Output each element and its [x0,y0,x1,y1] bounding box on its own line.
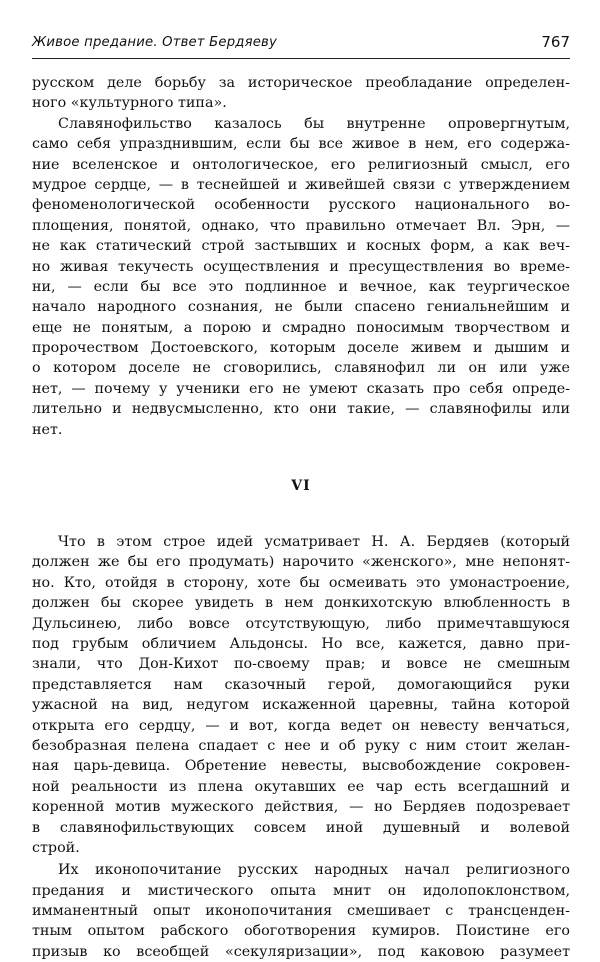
text-line: но живая текучесть осуществления и пресуществления во време- [32,258,570,275]
text-line: нет. [32,421,63,438]
page-number: 767 [541,33,570,51]
text-line: феноменологической особенности русского национального во- [32,197,570,214]
running-title: Живое предание. Ответ Бердяеву [32,35,278,50]
text-line: знали, что Дон-Кихот по-своему прав; и вовсе не смешным [32,656,570,673]
text-line: должен бы скорее увидеть в нем донкихотскую влюбленность в [32,595,570,612]
text-line: еще не понятым, а порою и смрадно поносимым творчеством и [32,319,570,336]
text-line: коренной мотив мужеского действия, — но Бердяев подозревает [32,799,570,816]
text-line: ужасной на вид, недугом искаженной царевны, тайна которой [32,697,570,714]
text-line: открыта его сердцу, — и вот, когда ведет он невесту венчаться, [32,717,570,734]
text-line: о котором доселе не сговорились, славянофил ли он или уже [32,360,570,377]
paragraph [32,860,570,962]
text-line: пророчеством Достоевского, которым доселе живем и дышим и [32,340,570,357]
text-line: предания и мистического опыта мнит он идолопоклонством, [32,882,570,899]
text-line: само себя упразднившим, если бы все живое в нем, его содержа- [32,136,570,153]
text-line: русском деле борьбу за историческое преобладание определен- [32,75,570,91]
text-line: ная царь-девица. Обретение невесты, высвобождение сокровен- [32,758,570,775]
text-line: ного «культурного типа». [32,95,227,112]
text-line: начало народного сознания, не были спасено гениальнейшим и [32,299,570,316]
running-header [32,34,570,59]
text-line: под грубым обличием Альдонсы. Но все, кажется, давно при- [32,635,570,652]
paragraph [32,532,570,858]
text-line: представляется нам сказочный герой, домогающийся руки [32,676,570,693]
text-line: призыв ко всеобщей «секуляризации», под каковою разумеет [32,943,570,960]
text-line: Их иконопочитание русских народных начал религиозного [58,862,570,879]
text-line: должен же бы его продумать) нарочито «женского», мне непонят- [32,554,570,571]
text-line: Дульсинею, либо вовсе отсутствующую, либо примечтавшуюся [32,615,570,632]
text-line: безобразная пелена спадает с нее и об руку с ним стоит желан- [32,737,570,754]
text-line: лительно и недвусмысленно, кто они такие, — славянофилы или [32,401,570,418]
section-heading: VI [291,478,311,495]
text-line: имманентный опыт иконопочитания смешивает с трансценден- [32,903,570,920]
page-body [32,73,570,962]
text-line: мудрое сердце, — в теснейшей и живейшей связи с утверждением [32,176,570,193]
text-line: строй. [32,839,80,856]
text-line: в славянофильствующих совсем иной душевный и волевой [32,819,570,836]
text-line: Что в этом строе идей усматривает Н. А. Бердяев (который [58,534,570,551]
text-line: ни, — если бы все это подлинное и вечное, как теургическое [32,278,570,295]
text-line: Славянофильство казалось бы внутренне опровергнутым, [58,115,570,132]
paragraph [32,114,570,440]
paragraph [32,73,570,114]
text-line: нет, — почему у ученики его не умеют сказать про себя опреде- [32,380,570,397]
text-line: тным опытом рабского обоготворения кумиров. Поистине его [32,923,570,940]
text-line: ние вселенское и онтологическое, его религиозный смысл, его [32,156,570,173]
text-line: ной реальности из плена окутавших ее чар есть всегдашний и [32,778,570,795]
text-line: площения, понятой, однако, что правильно отмечает Вл. Эрн, — [32,217,570,234]
text-line: но. Кто, отойдя в сторону, хоте бы осмеивать это умонастроение, [32,574,570,591]
text-line: не как статический строй застывших и косных форм, а как веч- [32,238,570,255]
